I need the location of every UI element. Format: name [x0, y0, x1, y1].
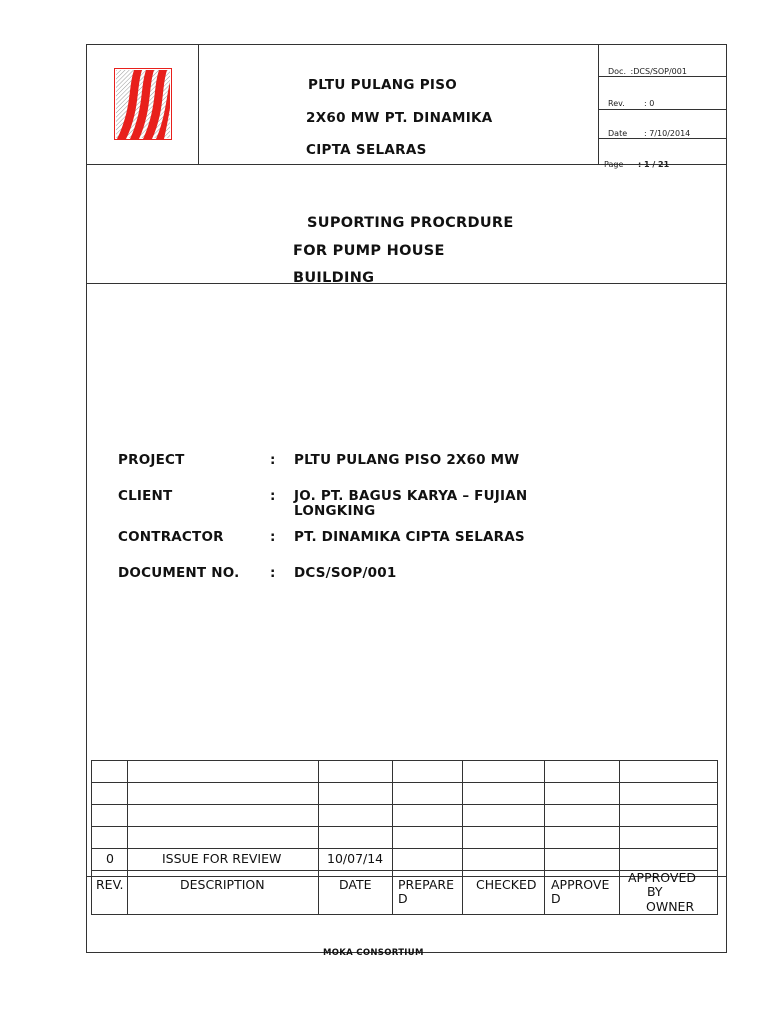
- title-divider: [86, 283, 726, 284]
- logo-icon: [114, 68, 172, 140]
- meta-date-value: : 7/10/2014: [644, 129, 691, 138]
- project-value: PLTU PULANG PISO 2X60 MW: [294, 452, 520, 468]
- table-line: [91, 804, 718, 805]
- project-sep: :: [270, 452, 276, 468]
- table-line: [91, 914, 718, 915]
- project-label: PROJECT: [118, 452, 185, 468]
- table-line: [127, 760, 128, 915]
- meta-doc-value: :DCS/SOP/001: [630, 67, 687, 76]
- company-logo: [114, 68, 172, 140]
- frame-top: [86, 44, 726, 45]
- table-header-description: DESCRIPTION: [180, 877, 265, 892]
- meta-page: [604, 160, 670, 169]
- meta-rev-label: Rev.: [608, 99, 625, 108]
- logo-divider: [198, 44, 199, 164]
- meta-divider: [598, 44, 599, 164]
- frame-left: [86, 44, 87, 953]
- footer-text: MOKA CONSORTIUM: [323, 948, 424, 958]
- client-value: JO. PT. BAGUS KARYA – FUJIAN: [294, 488, 528, 504]
- table-header-owner-3: OWNER: [646, 899, 695, 914]
- table-line: [91, 760, 718, 761]
- meta-date-label: Date: [608, 129, 628, 138]
- table-cell-date: 10/07/14: [327, 851, 384, 866]
- table-header-approved-2: D: [551, 891, 561, 906]
- document-no-label: DOCUMENT NO.: [118, 565, 240, 581]
- meta-rev: [608, 99, 655, 108]
- title-line-3: BUILDING: [293, 270, 375, 283]
- meta-date: [608, 129, 691, 138]
- table-header-owner: APPROVED: [628, 870, 697, 885]
- table-header-prepared: PREPARE: [398, 877, 454, 892]
- meta-row-line-2: [598, 109, 726, 110]
- meta-rev-value: : 0: [644, 99, 655, 108]
- title-line-2: FOR PUMP HOUSE: [293, 243, 445, 259]
- table-header-rev: REV.: [96, 877, 124, 892]
- table-line: [91, 760, 92, 915]
- header-line-3: CIPTA SELARAS: [306, 142, 427, 158]
- meta-page-label: Page: [604, 160, 624, 169]
- table-line: [462, 760, 463, 915]
- table-cell-description: ISSUE FOR REVIEW: [162, 851, 282, 866]
- table-line: [544, 760, 545, 915]
- header-line-1: PLTU PULANG PISO: [308, 77, 458, 93]
- table-line: [392, 760, 393, 915]
- table-line: [91, 870, 718, 871]
- client-value-line2: LONGKING: [294, 503, 376, 519]
- document-no-value: DCS/SOP/001: [294, 565, 397, 581]
- document-no-sep: :: [270, 565, 276, 581]
- header-divider: [86, 164, 726, 165]
- contractor-label: CONTRACTOR: [118, 529, 224, 545]
- table-line: [91, 826, 718, 827]
- contractor-value: PT. DINAMIKA CIPTA SELARAS: [294, 529, 525, 545]
- client-label: CLIENT: [118, 488, 173, 504]
- frame-right: [726, 44, 727, 953]
- meta-doc-label: Doc.: [608, 67, 626, 76]
- table-header-approved: APPROVE: [551, 877, 610, 892]
- client-sep: :: [270, 488, 276, 504]
- table-header-checked: CHECKED: [476, 877, 537, 892]
- table-line: [717, 760, 718, 915]
- header-line-2: 2X60 MW PT. DINAMIKA: [306, 110, 493, 126]
- title-line-3-clip: [290, 268, 410, 283]
- meta-row-line-3: [598, 138, 726, 139]
- table-line: [318, 760, 319, 915]
- meta-doc: [608, 67, 687, 76]
- meta-page-value: : 1 / 21: [638, 160, 670, 169]
- contractor-sep: :: [270, 529, 276, 545]
- table-header-owner-2: BY: [647, 884, 663, 899]
- table-line: [91, 848, 718, 849]
- table-header-date: DATE: [339, 877, 372, 892]
- meta-row-line-1: [598, 76, 726, 77]
- table-line: [91, 782, 718, 783]
- title-line-1: SUPORTING PROCRDURE: [307, 215, 514, 231]
- table-header-prepared-2: D: [398, 891, 408, 906]
- table-cell-rev: 0: [106, 851, 114, 866]
- table-line: [619, 760, 620, 915]
